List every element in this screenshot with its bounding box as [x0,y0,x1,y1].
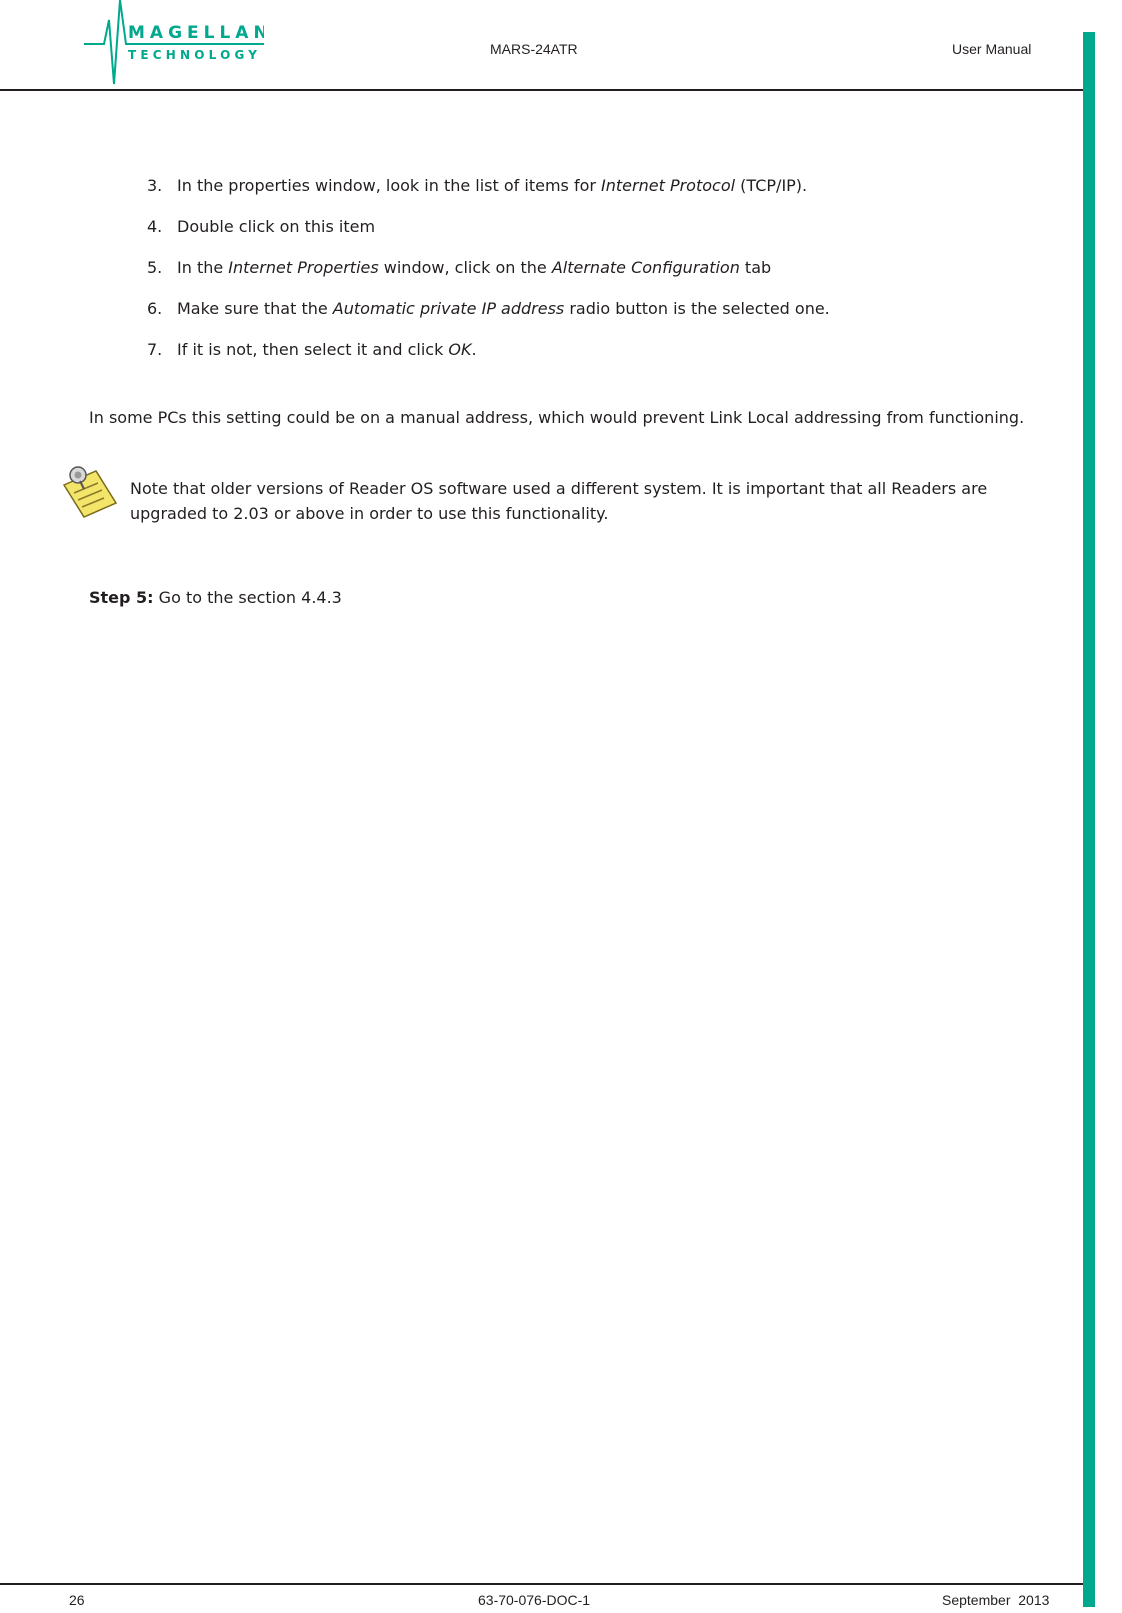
header-doc-type: User Manual [952,41,1032,57]
logo-line2: TECHNOLOGY [128,48,262,62]
footer-rule [0,1583,1083,1585]
header-doc-name: MARS-24ATR [490,41,578,57]
step-number: 6. [147,299,163,318]
accent-sidebar-bar [1083,32,1095,1607]
note-text: Note that older versions of Reader OS software used a different system. It is important that all Readers are upgraded to 2.03 or above in order to use this functionality. [130,479,988,523]
company-logo [84,0,264,88]
magellan-logo-icon [84,0,264,88]
step5-text: Go to the section 4.4.3 [153,588,342,607]
footer-date: September 2013 [942,1592,1050,1608]
step5-line [89,588,342,608]
step-number: 7. [147,340,163,359]
step5-label: Step 5: [89,588,154,607]
footer-doc-code: 63-70-076-DOC-1 [478,1592,591,1608]
footer-page-number: 26 [69,1592,85,1608]
note-pin-icon [58,463,120,521]
step-text: In the properties window, look in the list of items for Internet Protocol (TCP/IP). [177,176,808,195]
step-text: If it is not, then select it and click OK. [177,340,477,359]
step-text: In the Internet Properties window, click on the Alternate Configuration tab [177,258,772,277]
body-paragraph: In some PCs this setting could be on a manual address, which would prevent Link Local addressing from functioning. [89,408,1025,427]
step-text: Make sure that the Automatic private IP address radio button is the selected one. [177,299,830,318]
step-number: 4. [147,217,163,236]
logo-line1: MAGELLAN [128,23,264,43]
step-text: Double click on this item [177,217,376,236]
step-number: 3. [147,176,163,195]
step-number: 5. [147,258,163,277]
header-rule [0,89,1083,91]
